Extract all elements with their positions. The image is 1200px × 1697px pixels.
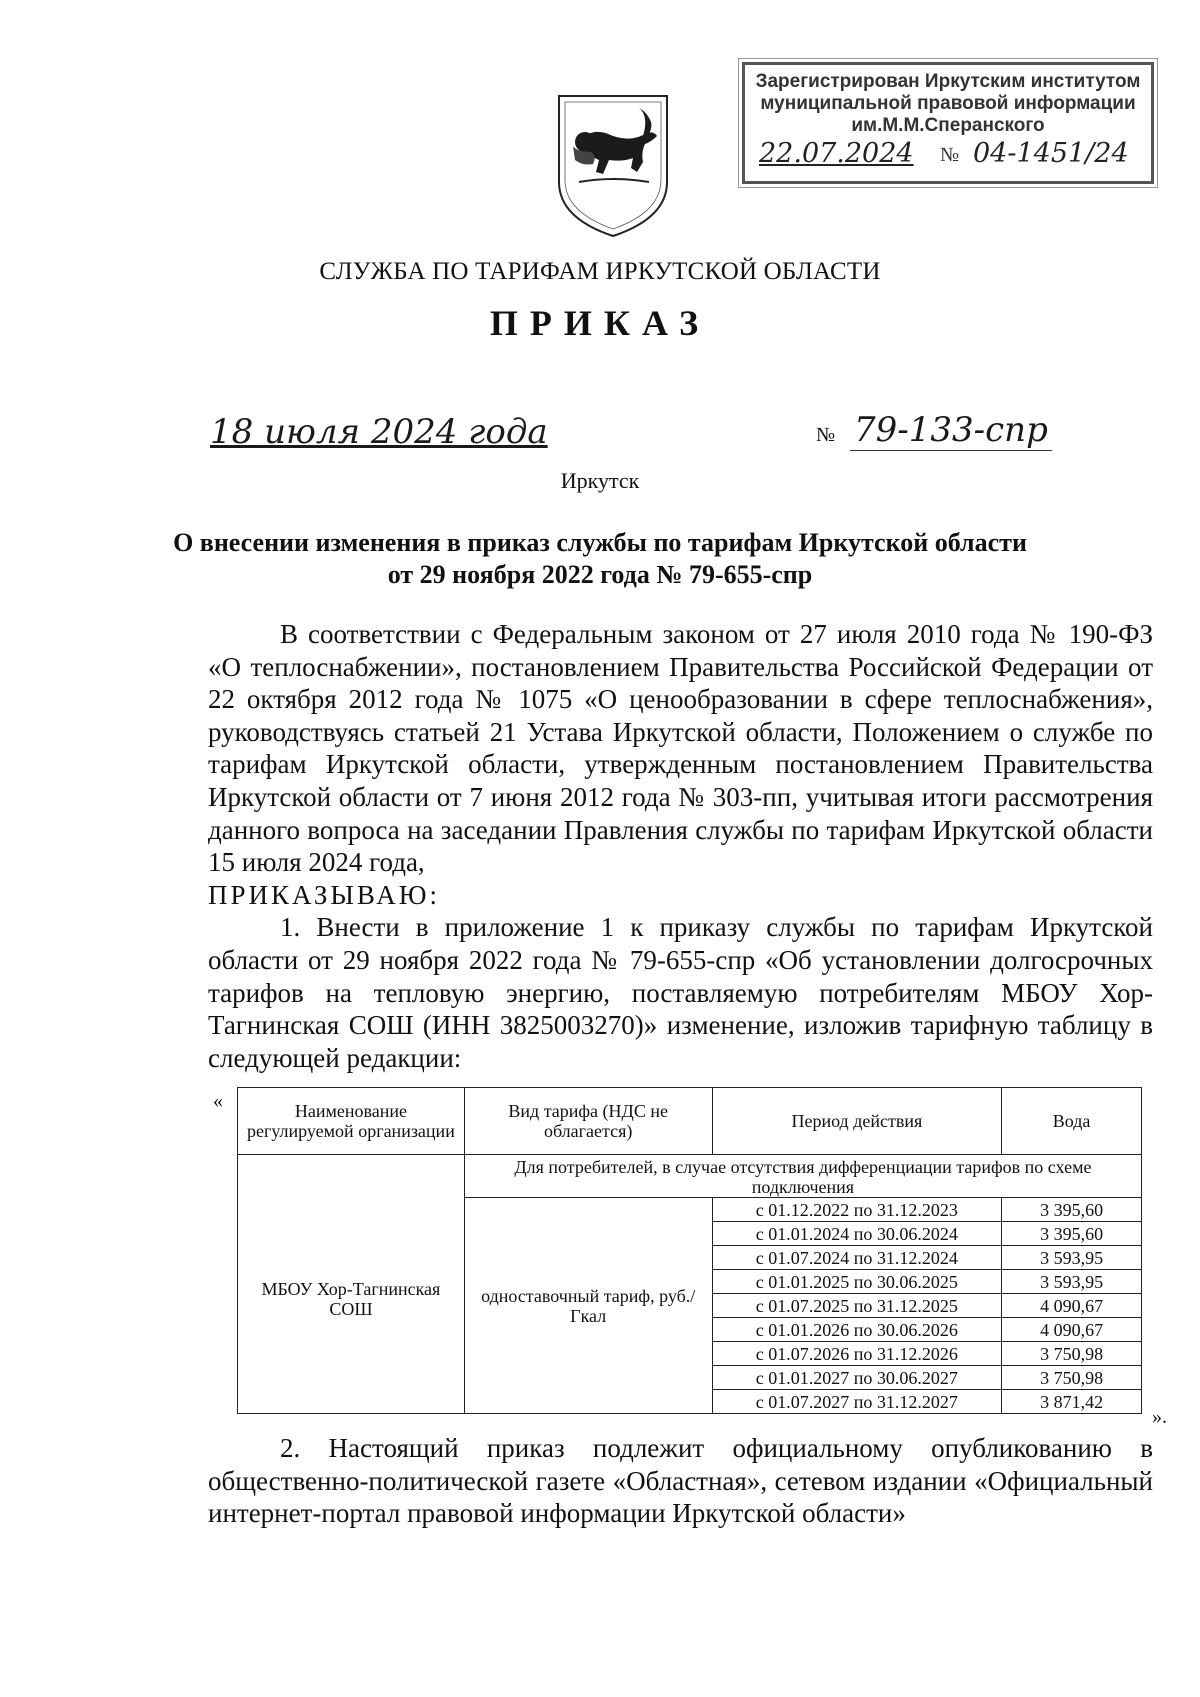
tariff-table	[237, 1087, 1142, 1414]
period-cell: с 01.07.2027 по 31.12.2027	[712, 1390, 1002, 1414]
city-name: Иркутск	[560, 468, 640, 493]
stamp-number-label: №	[940, 144, 960, 166]
coat-of-arms-emblem	[553, 90, 673, 240]
organization-cell: МБОУ Хор-Тагнинская СОШ	[238, 1155, 465, 1414]
header-type: Вид тарифа (НДС не облагается)	[464, 1088, 712, 1155]
order-body-continued	[208, 1432, 1153, 1530]
period-cell: с 01.01.2024 по 30.06.2024	[712, 1222, 1002, 1246]
subject-line-1: О внесении изменения в приказ службы по тарифам Иркутской области	[173, 528, 1027, 557]
header-water: Вода	[1002, 1088, 1142, 1155]
order-number-label: №	[816, 424, 836, 446]
header-period: Период действия	[712, 1088, 1002, 1155]
subject-line-2: от 29 ноября 2022 года № 79-655-спр	[387, 560, 813, 589]
stamp-line-1: Зарегистрирован Иркутским институтом	[755, 71, 1141, 92]
table-quote-open: «	[213, 1090, 223, 1112]
table-quote-close: ».	[1152, 1406, 1167, 1428]
value-cell: 4 090,67	[1002, 1318, 1142, 1342]
value-cell: 3 750,98	[1002, 1366, 1142, 1390]
item-2-paragraph: 2. Настоящий приказ подлежит официальному опубликованию в общественно-политической газете «Областная», сетевом издании «Официальный интернет-портал правовой информации Иркутской области»	[208, 1433, 1153, 1529]
stamp-date-handwritten: 22.07.2024	[759, 138, 914, 169]
stamp-line-3: им.М.М.Сперанского	[851, 115, 1045, 136]
order-number-handwritten: 79-133-спр	[850, 410, 1052, 451]
value-cell: 3 593,95	[1002, 1246, 1142, 1270]
period-cell: с 01.12.2022 по 31.12.2023	[712, 1198, 1002, 1222]
period-cell: с 01.07.2025 по 31.12.2025	[712, 1294, 1002, 1318]
tariff-table-header	[238, 1088, 1142, 1155]
value-cell: 3 871,42	[1002, 1390, 1142, 1414]
stamp-line-2: муниципальной правовой информации	[760, 93, 1136, 114]
document-title: ПРИКАЗ	[489, 303, 711, 343]
registration-stamp	[742, 62, 1154, 184]
agency-name: СЛУЖБА ПО ТАРИФАМ ИРКУТСКОЙ ОБЛАСТИ	[319, 258, 881, 285]
order-subject	[150, 527, 1050, 591]
condition-cell: Для потребителей, в случае отсутствия дифференциации тарифов по схеме подключения	[464, 1155, 1141, 1198]
value-cell: 3 395,60	[1002, 1198, 1142, 1222]
header-org: Наименование регулируемой организации	[238, 1088, 465, 1155]
order-date-handwritten: 18 июля 2024 года	[210, 412, 548, 452]
value-cell: 3 395,60	[1002, 1222, 1142, 1246]
stamp-number-handwritten: 04-1451/24	[973, 138, 1129, 169]
tariff-type-cell: одноставочный тариф, руб./Гкал	[464, 1198, 712, 1414]
period-cell: с 01.01.2025 по 30.06.2025	[712, 1270, 1002, 1294]
value-cell: 3 593,95	[1002, 1270, 1142, 1294]
period-cell: с 01.01.2026 по 30.06.2026	[712, 1318, 1002, 1342]
stamp-handwritten-row	[755, 137, 1141, 171]
preamble-paragraph: В соответствии с Федеральным законом от 27 июля 2010 года № 190-ФЗ «О теплоснабжении», постановлением Правительства Российской Федерации от 22 октября 2012 года № 1075 «О ценообразовании в сфере теплоснабжения», руководствуясь статьей 21 Устава Иркутской области, Положением о службе по тарифам Иркутской области, утвержденным постановлением Правительства Иркутской области от 7 июня 2012 года № 303-пп, учитывая итоги рассмотрения данного вопроса на заседании Правления службы по тарифам Иркутской области 15 июля 2024 года,	[208, 619, 1153, 878]
order-word: ПРИКАЗЫВАЮ:	[208, 879, 440, 910]
value-cell: 3 750,98	[1002, 1342, 1142, 1366]
value-cell: 4 090,67	[1002, 1294, 1142, 1318]
period-cell: с 01.01.2027 по 30.06.2027	[712, 1366, 1002, 1390]
item-1-paragraph: 1. Внести в приложение 1 к приказу службы по тарифам Иркутской области от 29 ноября 2022 года № 79-655-спр «Об установлении долгосрочных тарифов на тепловую энергию, поставляемую потребителям МБОУ Хор-Тагнинская СОШ (ИНН 3825003270)» изменение, изложив тарифную таблицу в следующей редакции:	[208, 912, 1153, 1073]
condition-row	[238, 1155, 1142, 1198]
period-cell: с 01.07.2026 по 31.12.2026	[712, 1342, 1002, 1366]
period-cell: с 01.07.2024 по 31.12.2024	[712, 1246, 1002, 1270]
order-body	[208, 618, 1153, 1074]
